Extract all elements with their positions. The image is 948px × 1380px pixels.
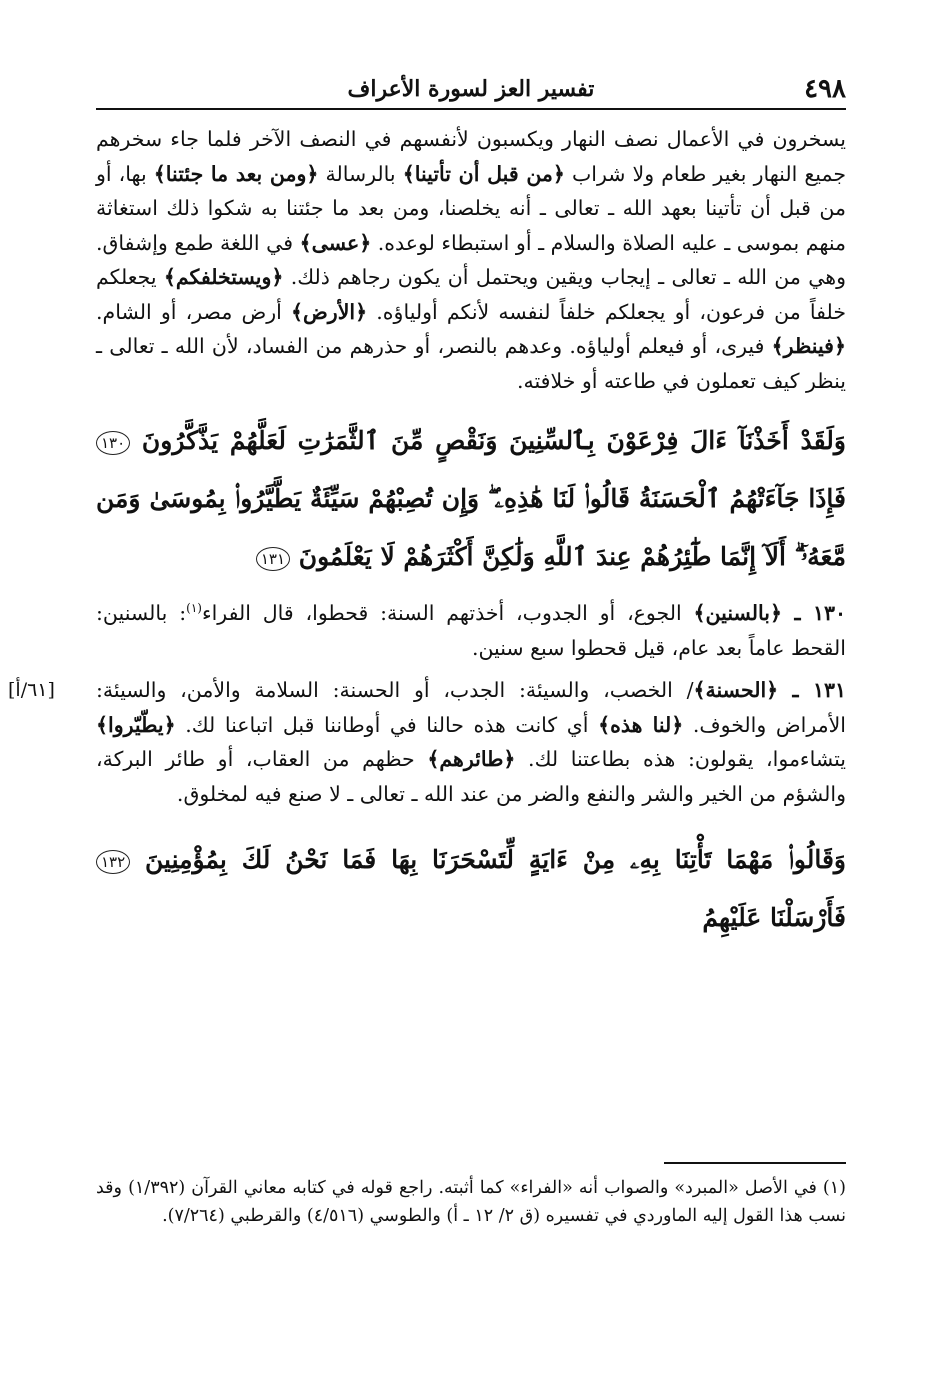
verse-text: فَإِذَا جَآءَتْهُمُ ٱلْحَسَنَةُ قَالُوا۟ لَنَا هَٰذِهِۦ ۖ وَإِن تُصِبْهُمْ سَيِّئَةٌ يَطَّيَّرُوا۟ بِمُوسَىٰ وَمَن مَّعَهُۥٓ ۗ أَلَآ إِنَّمَا طَٰٓئِرُهُمْ عِندَ ٱللَّهِ وَلَٰكِنَّ أَكْثَرَهُمْ لَا يَعْلَمُونَ: [96, 484, 846, 571]
quoted-phrase: ﴿فينظر﴾: [771, 334, 846, 358]
commentary-entry-130: ١٣٠ ـ ﴿بالسنين﴾ الجوع، أو الجدوب، أخذتهم السنة: قحطوا، قال الفراء$^{(١)}$: بالسنين: القحط عاماً بعد عام، قيل قحطوا سبع سنين.: [96, 601, 847, 660]
quran-verse-132: [96, 831, 846, 947]
commentary-entry-131: [٦١/أ] ١٣١ ـ ﴿الحسنة﴾/ الخصب، والسيئة: الجدب، أو الحسنة: السلامة والأمن، والسيئة: الأمراض والخوف. ﴿لنا هذه﴾ أي كانت هذه حالنا في أوطاننا قبل اتباعنا لك. ﴿يطّيّروا﴾ يتشاءموا، يقولون: هذه بطاعتنا لك. ﴿طائرهم﴾ حظهم من العقاب، أو طائر البركة، والشؤم من الخير والشر والنفع والضر من عند الله ـ تعالى ـ لا صنع فيه لمخلوق.: [96, 673, 846, 811]
ayah-number-marker: ١٣٠: [96, 431, 130, 455]
verse-text: وَلَقَدْ أَخَذْنَآ ءَالَ فِرْعَوْنَ بِٱلسِّنِينَ وَنَقْصٍ مِّنَ ٱلثَّمَرَٰتِ لَعَلَّهُمْ يَذَّكَّرُونَ: [141, 426, 846, 455]
quoted-phrase: ﴿بالسنين﴾: [693, 601, 783, 625]
ayah-number-marker: ١٣٢: [96, 850, 130, 874]
verse-text: وَقَالُوا۟ مَهْمَا تَأْتِنَا بِهِۦ مِنْ ءَايَةٍ لِّتَسْحَرَنَا بِهَا فَمَا نَحْنُ لَكَ بِمُؤْمِنِينَ: [145, 845, 846, 874]
intro-paragraph: يسخرون في الأعمال نصف النهار ويكسبون لأنفسهم في النصف الآخر فلما جاء سخرهم جميع النهار بغير طعام ولا شراب ﴿من قبل أن تأتينا﴾ بالرسالة ﴿ومن بعد ما جئتنا﴾ بها، أو من قبل أن تأتينا بعهد الله ـ تعالى ـ أنه يخلصنا، ومن بعد ما جئتنا به شكوا ذلك استغاثة منهم بموسى ـ عليه الصلاة والسلام ـ أو استبطاء لوعده. ﴿عسى﴾ في اللغة طمع وإشفاق. وهي من الله ـ تعالى ـ إيجاب ويقين ويحتمل أن يكون رجاهم ذلك. ﴿ويستخلفكم﴾ يجعلكم خلفاً من فرعون، أو يجعلكم خلفاً لنفسه لأنكم أولياؤه. ﴿الأرض﴾ أرض مصر، أو الشام. ﴿فينظر﴾ فيرى، أو فيعلم أولياؤه. وعدهم بالنصر، أو حذرهم من الفساد، لأن الله ـ تعالى ـ ينظر كيف تعملون في طاعته أو خلافته.: [96, 127, 846, 393]
quoted-phrase: ﴿ومن بعد ما جئتنا﴾: [153, 161, 319, 186]
page-number: ٤٩٨: [804, 74, 846, 104]
footnote-reference: (١): [186, 601, 202, 616]
quoted-phrase: ﴿من قبل أن تأتينا﴾: [402, 161, 565, 186]
running-header: [96, 70, 846, 110]
running-title: تفسير العز لسورة الأعراف: [347, 76, 595, 102]
entry-number: ١٣٠ ـ: [782, 601, 847, 625]
quoted-phrase: ﴿الحسنة﴾: [693, 678, 779, 702]
ayah-number-marker: ١٣١: [256, 547, 290, 571]
footnotes-section: [96, 1162, 846, 1230]
footnote-1: (١) في الأصل «المبرد» والصواب أنه «الفراء» كما أثبته. راجع قوله في كتابه معاني القرآن (١/٣٩٢) وقد نسب هذا القول إليه الماوردي في تفسيره (ق ٢/ ١٢ ـ أ) والطوسي (٤/٥١٦) والقرطبي (٧/٢٦٤).: [96, 1178, 846, 1226]
commentary-intro: [96, 122, 846, 398]
quoted-phrase: ﴿يطّيّروا﴾: [96, 712, 176, 737]
quoted-phrase: ﴿عسى﴾: [299, 230, 372, 255]
verse-text: فَأَرْسَلْنَا عَلَيْهِمُ: [702, 903, 846, 932]
book-page: [8, 70, 847, 1370]
footnote-divider: [664, 1162, 846, 1164]
quoted-phrase: ﴿ويستخلفكم﴾: [163, 265, 284, 289]
quoted-phrase: ﴿الأرض﴾: [291, 299, 368, 324]
entry-number: ١٣١ ـ: [778, 678, 846, 702]
manuscript-folio-marker: [٦١/أ]: [8, 679, 55, 701]
quoted-phrase: ﴿لنا هذه﴾: [598, 712, 684, 737]
quoted-phrase: ﴿طائرهم﴾: [427, 747, 516, 771]
quran-verse-130-131: [96, 412, 846, 586]
